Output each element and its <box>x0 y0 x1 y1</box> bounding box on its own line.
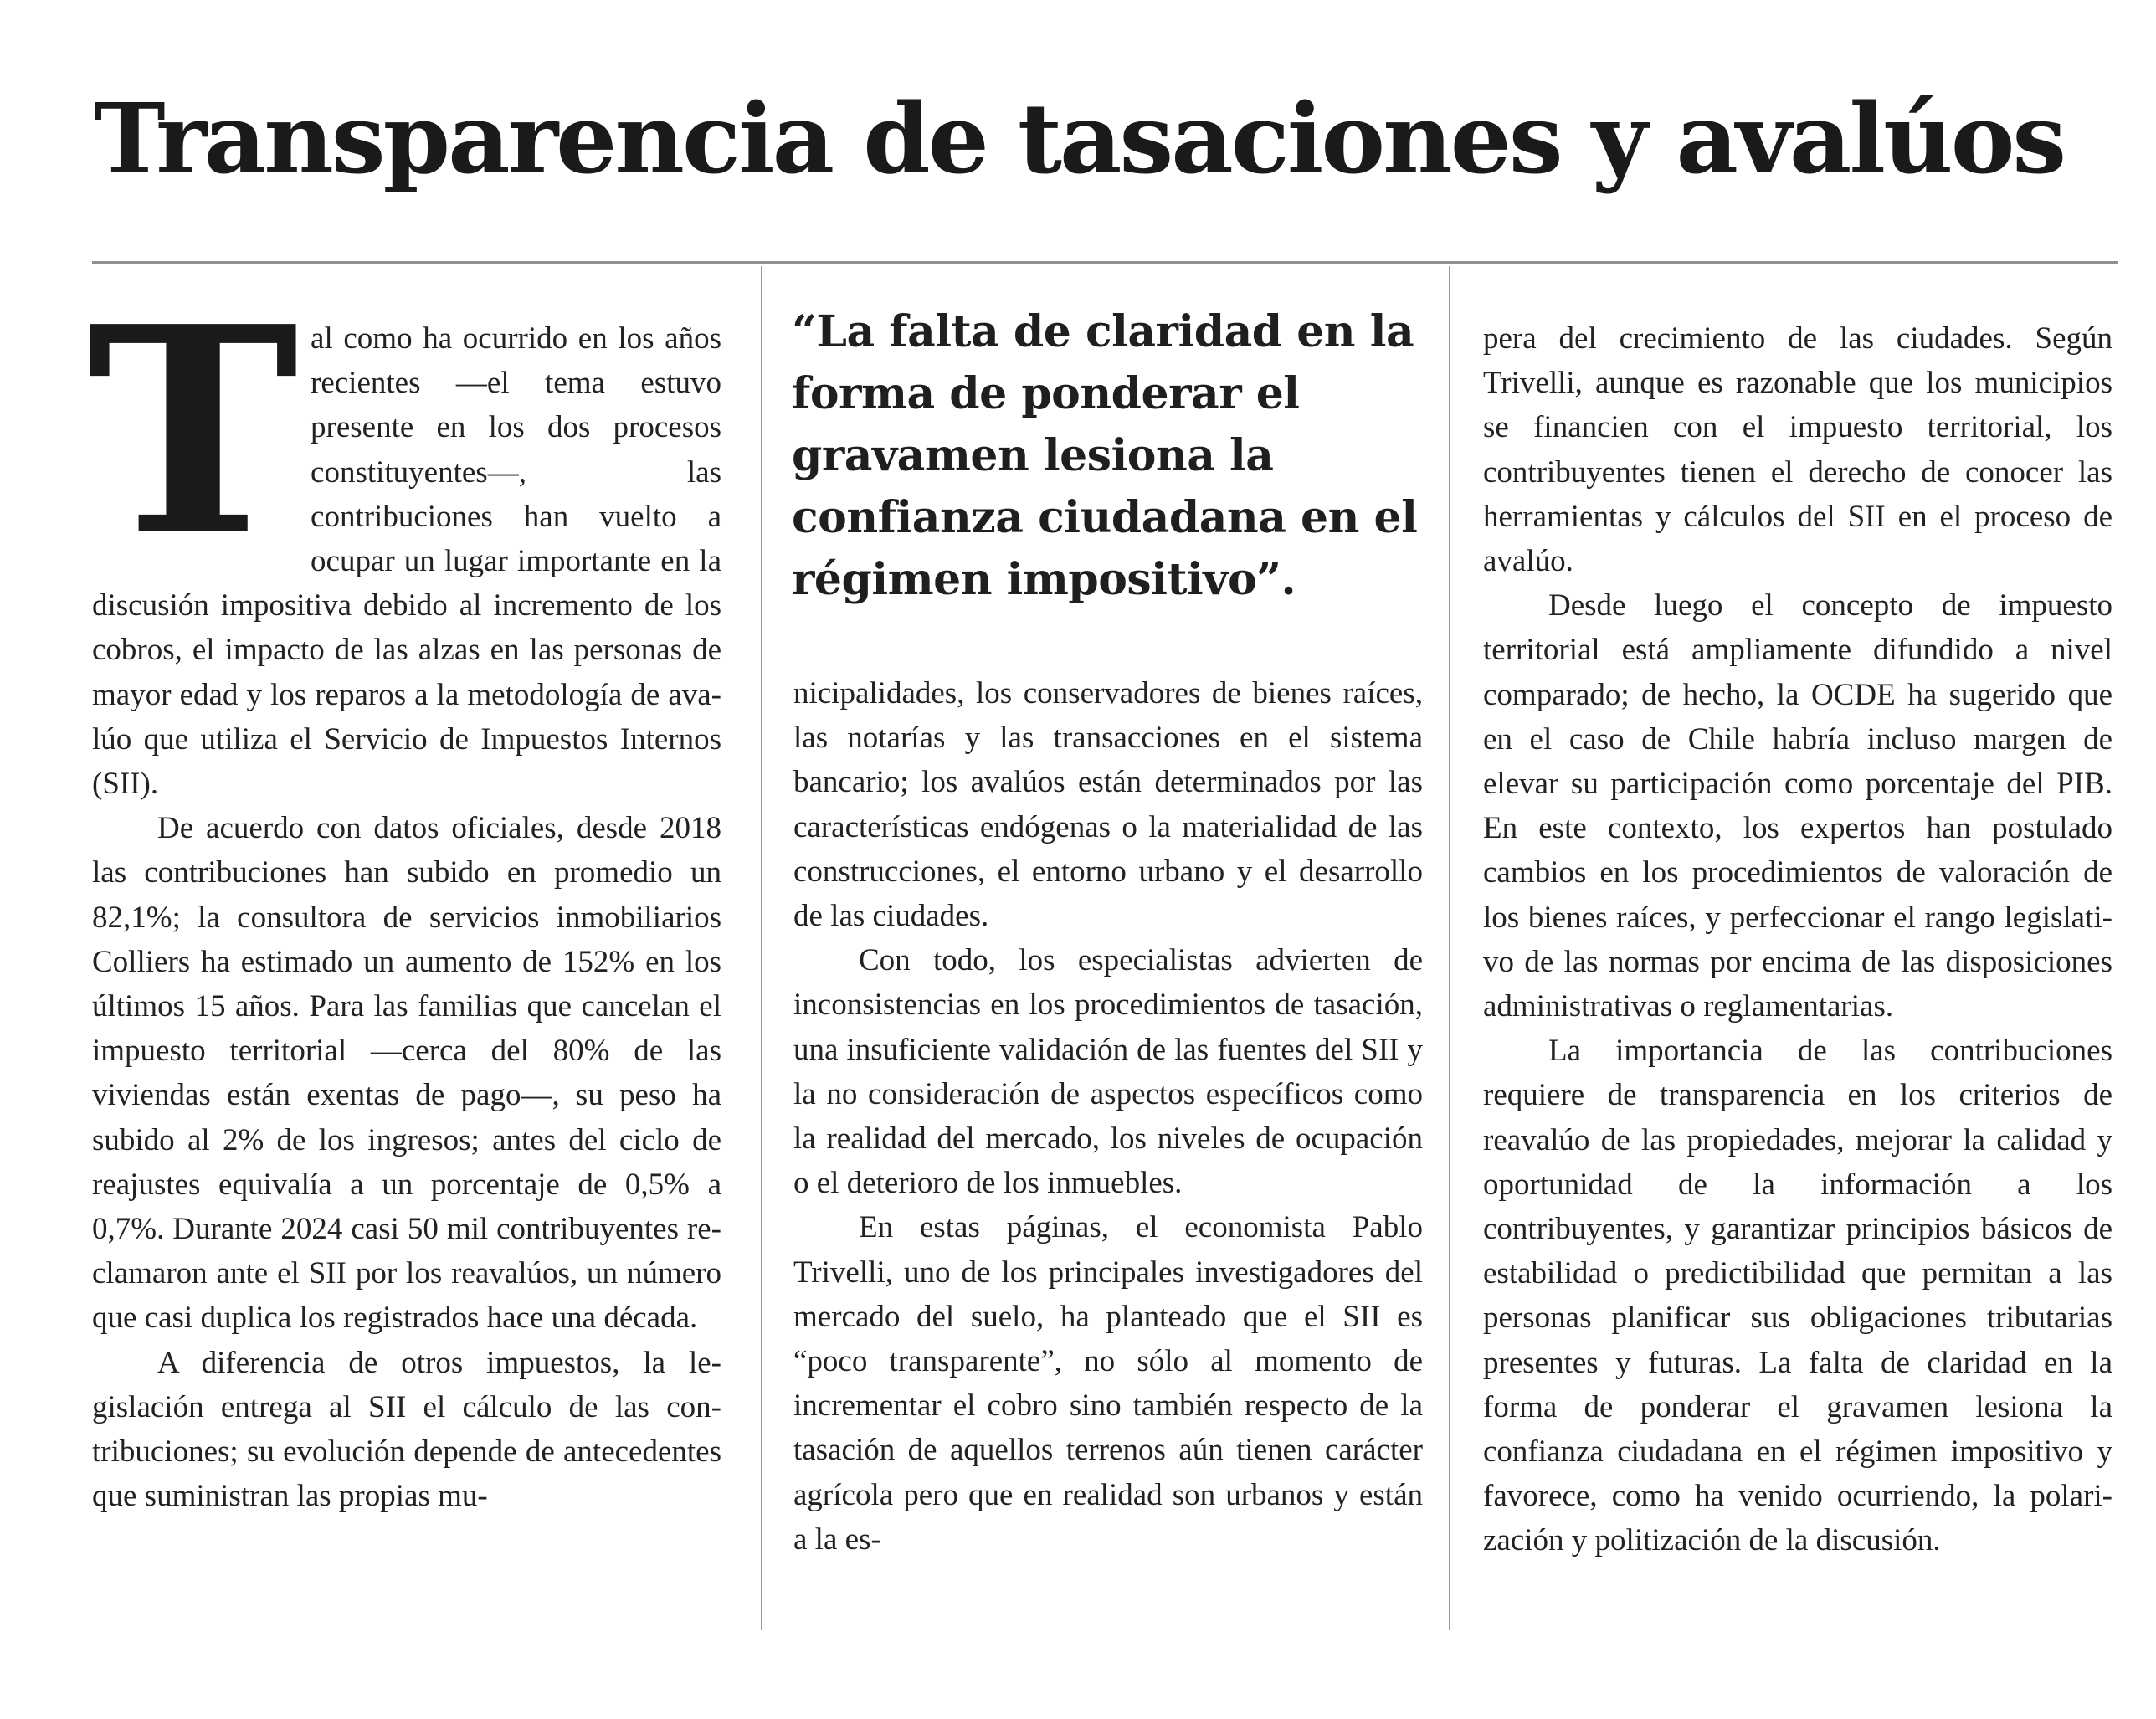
headline-rule <box>92 261 2118 264</box>
column-divider-left <box>761 266 762 1630</box>
paragraph-2: De acuerdo con datos oficiales, desde 2018 las contribuciones han subido en promedio un 82,1%; la consultora de servicios inmobiliarios Colliers ha estimado un aumento de 152% en los últimos 15 años. Para las familias que cancelan el impuesto territorial —cerca del 80% de las viviendas están exentas de pago—, su peso ha subido al 2% de los ingresos; antes del ciclo de reajustes equivalía a un porcentaje de 0,5% a 0,7%. Durante 2024 casi 50 mil contribuyentes reclamaron ante el SII por los reavalúos, un número que casi duplica los registrados hace una década. <box>92 811 721 1336</box>
paragraph-4: nicipalidades, los conservadores de bienes raíces, las notarías y las transacciones en el sistema bancario; los avalúos están determinados por las características endógenas o la materialidad de las construcciones, el entorno urbano y el desarrollo de las ciudades. <box>793 676 1423 934</box>
paragraph-3: A diferencia de otros impuestos, la legislación entrega al SII el cálculo de las contribuciones; su evolución depende de antecedentes que suministran las propias mu- <box>92 1345 721 1514</box>
drop-cap: T <box>87 265 300 599</box>
paragraph-8: Desde luego el concepto de impuesto territorial está ampliamente difundido a nivel comparado; de hecho, la OCDE ha sugerido que en el caso de Chile habría incluso margen de elevar su participación como porcentaje del PIB. En este contexto, los expertos han postulado cambios en los procedimientos de valoración de los bienes raíces, y perfeccionar el rango legislativo de las normas por encima de las disposiciones administrativas o reglamentarias. <box>1483 588 2112 1024</box>
article-column-1 <box>87 265 721 1518</box>
paragraph-1-text: al como ha ocurrido en los años recientes —el tema estuvo presente en los dos procesos constituyentes—, las contribuciones han vuelto a ocupar un lugar importante en la discusión impositiva debido al incremento de los cobros, el impacto de las alzas en las personas de mayor edad y los reparos a la metodología de avalúo que utiliza el Servicio de Impuestos Internos (SII). <box>92 321 721 802</box>
paragraph-7: pera del crecimiento de las ciudades. Según Trivelli, aunque es razonable que los municipios se financien con el impuesto territorial, los contribuyentes tienen el derecho de conocer las herramientas y cálculos del SII en el proceso de avalúo. <box>1483 321 2112 579</box>
paragraph-1 <box>87 265 721 806</box>
paragraph-5: Con todo, los especialistas advierten de inconsistencias en los procedimientos de tasación, una insuficiente validación de las fuentes del SII y la no consideración de aspectos específicos como la realidad del mercado, los niveles de ocupación o el deterioro de los inmuebles. <box>793 943 1423 1201</box>
article-column-3 <box>1483 316 2112 1563</box>
pull-quote: “La falta de claridad en la forma de ponderar el gravamen lesiona la confianza ciudadana en el régimen impositivo”. <box>792 306 1418 605</box>
article-headline: Transparencia de tasaciones y avalúos <box>94 83 2065 196</box>
paragraph-9: La importancia de las contribuciones requiere de transparencia en los criterios de reavalúo de las propiedades, mejorar la calidad y oportunidad de la información a los contribuyentes, y garantizar principios básicos de estabilidad o predictibilidad que permitan a las personas planificar sus obligaciones tributarias presentes y futuras. La falta de claridad en la forma de ponderar el gravamen lesiona la confianza ciudadana en el régimen impositivo y favorece, como ha venido ocurriendo, la polarización y politización de la discusión. <box>1483 1034 2112 1558</box>
article-column-2 <box>793 671 1423 1562</box>
column-divider-right <box>1449 266 1450 1630</box>
paragraph-6: En estas páginas, el economista Pablo Trivelli, uno de los principales investigadores del mercado del suelo, ha planteado que el SII es “poco transparente”, no sólo al momento de incrementar el cobro sino también respecto de la tasación de aquellos terrenos aún tienen carácter agrícola pero que en realidad son urbanos y están a la es- <box>793 1210 1423 1557</box>
